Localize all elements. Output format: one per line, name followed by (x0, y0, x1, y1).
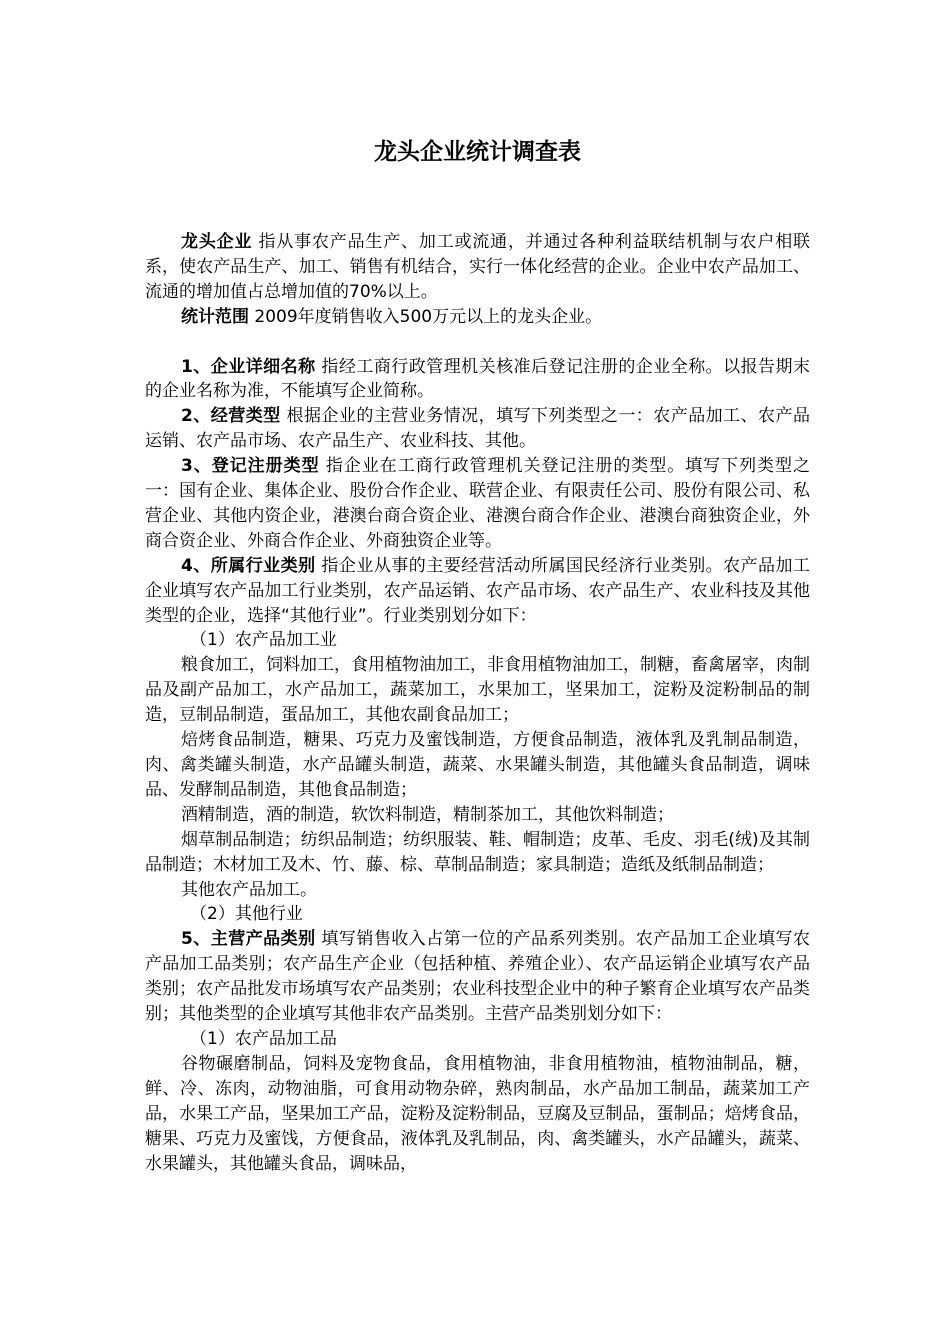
document-page (145, 130, 810, 1176)
item-5-text: 填写销售收入占第一位的产品系列类别。农产品加工企业填写农产品加工品类别；农产品生产企业（包括种植、养殖企业）、农产品运销企业填写农产品类别；农产品批发市场填写农产品类别；农业科技型企业中的种子繁育企业填写农产品类别；其他类型的企业填写其他非农产品类别。主营产品类别划分如下： (145, 929, 810, 1025)
item-3-paragraph (145, 454, 810, 554)
industry-subheading-2: （2）其他行业 (190, 904, 303, 925)
paragraph-gap (145, 330, 810, 355)
item-4-text: 指企业从事的主要经营活动所属国民经济行业类别。农产品加工企业填写农产品加工行业类别，农产品运销、农产品市场、农产品生产、农业科技及其他类型的企业，选择“其他行业”。行业类别划分如下： (145, 555, 810, 626)
industry-line-2: 焙烤食品制造，糖果、巧克力及蜜饯制造，方便食品制造，液体乳及乳制品制造，肉、禽类罐头制造，水产品罐头制造，蔬菜、水果罐头制造，其他罐头食品制造，调味品、发酵制品制造，其他食品制造； (145, 730, 810, 800)
item-5-paragraph (145, 927, 810, 1027)
item-3-term: 3、登记注册类型 (181, 456, 320, 477)
industry-line-1: 粮食加工，饲料加工，食用植物油加工，非食用植物油加工，制糖，畜禽屠宰，肉制品及副产品加工，水产品加工，蔬菜加工，水果加工，坚果加工，淀粉及淀粉制品的制造，豆制品制造，蛋品加工，其他农副食品加工； (145, 655, 810, 726)
item-4-paragraph (145, 554, 810, 629)
industry-line-3: 酒精制造，酒的制造，软饮料制造，精制茶加工，其他饮料制造； (181, 804, 674, 825)
industry-subheading-1: （1）农产品加工业 (190, 630, 337, 651)
scope-text: 2009年度销售收入500万元以上的龙头企业。 (249, 306, 603, 327)
item-1-text: 指经工商行政管理机关核准后登记注册的企业全称。以报告期末的企业名称为准，不能填写企业简称。 (145, 356, 810, 402)
product-subheading-1: （1）农产品加工品 (190, 1028, 337, 1049)
definition-term: 龙头企业 (181, 232, 253, 252)
item-1-term: 1、企业详细名称 (181, 356, 316, 377)
product-line-1: 谷物碾磨制品，饲料及宠物食品，食用植物油，非食用植物油，植物油制品，糖，鲜、冷、冻肉，动物油脂，可食用动物杂碎，熟肉制品，水产品加工制品，蔬菜加工产品，水果工产品，坚果加工产品，淀粉及淀粉制品，豆腐及豆制品，蛋制品；焙烤食品，糖果、巧克力及蜜饯，方便食品，液体乳及乳制品，肉、禽类罐头，水产品罐头，蔬菜、水果罐头，其他罐头食品，调味品， (145, 1053, 810, 1174)
item-5-term: 5、主营产品类别 (181, 929, 316, 950)
definition-text: 指从事农产品生产、加工或流通，并通过各种利益联结机制与农户相联系，使农产品生产、加工、销售有机结合，实行一体化经营的企业。企业中农产品加工、流通的增加值占总增加值的70%以上。 (145, 232, 811, 302)
definition-paragraph (145, 230, 810, 305)
industry-line-4: 烟草制品制造；纺织品制造；纺织服装、鞋、帽制造；皮革、毛皮、羽毛(绒)及其制品制造；木材加工及木、竹、藤、棕、草制品制造；家具制造；造纸及纸制品制造； (145, 829, 810, 875)
item-1-paragraph (145, 355, 810, 405)
item-2-text: 根据企业的主营业务情况，填写下列类型之一：农产品加工、农产品运销、农产品市场、农产品生产、农业科技、其他。 (145, 406, 810, 452)
item-2-term: 2、经营类型 (181, 406, 281, 427)
scope-term: 统计范围 (181, 306, 249, 327)
document-title: 龙头企业统计调查表 (374, 139, 581, 165)
scope-paragraph (145, 305, 810, 330)
industry-line-5: 其他农产品加工。 (181, 879, 317, 900)
item-2-paragraph (145, 404, 810, 454)
item-3-text: 指企业在工商行政管理机关登记注册的类型。填写下列类型之一：国有企业、集体企业、股份合作企业、联营企业、有限责任公司、股份有限公司、私营企业、其他内资企业，港澳台商合资企业、港澳台商合作企业、港澳台商独资企业，外商合资企业、外商合作企业、外商独资企业等。 (145, 456, 810, 551)
item-4-term: 4、所属行业类别 (181, 555, 316, 576)
